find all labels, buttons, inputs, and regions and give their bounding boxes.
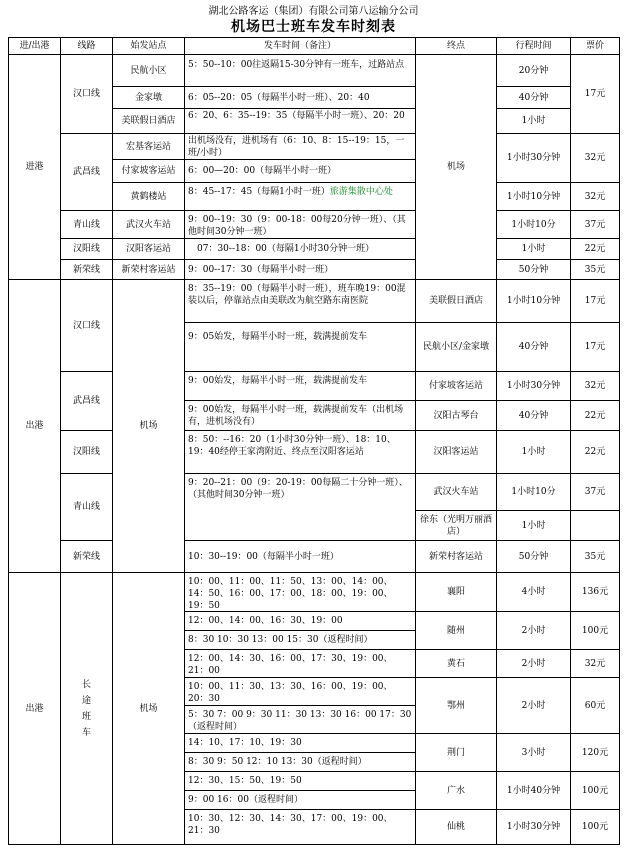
outbound-hanyang-price: 22元 [570, 430, 620, 474]
outbound-hankou-price: 17元 [570, 322, 620, 372]
inbound-line-qingshan: 青山线 [60, 210, 113, 239]
inbound-hanyang-stop: 汉阳客运站 [112, 238, 185, 260]
inbound-wuchang-price: 32元 [570, 133, 620, 183]
outbound-wuchang-time: 9：00始发，每隔半小时一班，载满提前发车 [184, 371, 416, 401]
longdistance-destination: 随州 [415, 611, 497, 650]
longdistance-destination: 仙桃 [415, 809, 497, 845]
inbound-hankou-price: 17元 [570, 54, 620, 134]
inbound-hankou-stop: 民航小区 [112, 54, 185, 87]
col-header-destination: 终点 [415, 37, 497, 55]
outbound-wuchang-destination: 付家坡客运站 [415, 371, 497, 401]
outbound-qingshan-destination: 武汉火车站 [415, 473, 497, 511]
company-name: 湖北公路客运（集团）有限公司第八运输分公司 [208, 6, 419, 17]
inbound-hanyang-time: 07：30--18：00（每隔1小时30分钟一班） [184, 238, 416, 260]
outbound-wuchang-duration: 40分钟 [496, 400, 571, 431]
inbound-hanyang-duration: 1小时 [496, 238, 571, 260]
longdistance-duration: 3小时 [496, 733, 571, 772]
longdistance-duration: 1小时40分钟 [496, 771, 571, 810]
outbound-line-hanyang: 汉阳线 [60, 430, 113, 474]
section-outbound-longdistance: 出港 [8, 572, 61, 845]
col-header-direction: 进/出港 [8, 37, 61, 55]
inbound-hankou-stop: 美联假日酒店 [112, 108, 185, 134]
longdistance-duration: 2小时 [496, 611, 571, 650]
inbound-xinrong-duration: 50分钟 [496, 259, 571, 280]
outbound-hankou-price: 17元 [570, 279, 620, 323]
outbound-hankou-duration: 40分钟 [496, 322, 571, 372]
outbound-line-hankou: 汉口线 [60, 279, 113, 372]
longdistance-price: 32元 [570, 649, 620, 678]
inbound-wuchang-stop: 黄鹤楼站 [112, 182, 185, 211]
longdistance-return-time: 8：30 9：50 12：10 13：30（返程时间） [184, 752, 416, 772]
inbound-line-wuchang: 武昌线 [60, 133, 113, 211]
section-outbound: 出港 [8, 279, 61, 573]
longdistance-price: 100元 [570, 771, 620, 810]
longdistance-destination: 荆门 [415, 733, 497, 772]
longdistance-duration: 4小时 [496, 572, 571, 612]
inbound-wuchang-stop: 宏基客运站 [112, 133, 185, 160]
outbound-xinrong-duration: 50分钟 [496, 540, 571, 573]
longdistance-price: 120元 [570, 733, 620, 772]
inbound-wuchang-stop: 付家坡客运站 [112, 159, 185, 183]
outbound-line-xinrong: 新荣线 [60, 540, 113, 573]
longdistance-time: 12：00、14：30、16：00、17：30、19：00、21：00 [184, 649, 416, 678]
longdistance-time: 14：10、17：10、19：30 [184, 733, 416, 753]
longdistance-time: 10：30、12：30、14：30、17：00、19：00、21：30 [184, 809, 416, 845]
longdistance-origin-airport: 机场 [112, 572, 185, 845]
inbound-wuchang-duration: 1小时30分钟 [496, 133, 571, 183]
inbound-qingshan-stop: 武汉火车站 [112, 210, 185, 239]
outbound-wuchang-price: 22元 [570, 400, 620, 431]
inbound-line-hanyang: 汉阳线 [60, 238, 113, 260]
inbound-hanyang-price: 22元 [570, 238, 620, 260]
inbound-wuchang-time: 出机场没有，进机场有（6：10、8：15--19：15，一班/小时） [184, 133, 416, 160]
longdistance-price: 60元 [570, 677, 620, 734]
outbound-qingshan-price: 37元 [570, 473, 620, 511]
inbound-xinrong-time: 9：00--17：30（每隔半小时一班） [184, 259, 416, 280]
longdistance-destination: 广水 [415, 771, 497, 810]
inbound-wuchang-duration: 1小时10分钟 [496, 182, 571, 211]
longdistance-time: 10：00、11：30、13：30、16：00、19：00、20：30 [184, 677, 416, 706]
outbound-xinrong-destination: 新荣村客运站 [415, 540, 497, 573]
inbound-hankou-time: 6：05--20：05（每隔半小时一班）、20：40 [184, 86, 416, 109]
longdistance-return-time: 5：30 7：00 9：30 11：30 13：30 16：00 17：30（返程时间） [184, 705, 416, 734]
outbound-wuchang-time: 9：00始发，每隔半小时一班，载满提前发车（出机场有，进机场没有） [184, 400, 416, 431]
outbound-hankou-destination: 民航小区/金家墩 [415, 322, 497, 372]
longdistance-line-label: 长途班车 [81, 679, 91, 738]
longdistance-time: 12：00、14：00、16：30、19：00 [184, 611, 416, 631]
longdistance-duration: 2小时 [496, 649, 571, 678]
inbound-qingshan-price: 37元 [570, 210, 620, 239]
inbound-wuchang-time [184, 182, 416, 211]
outbound-wuchang-duration: 1小时30分钟 [496, 371, 571, 401]
col-header-line: 线路 [60, 37, 113, 55]
timetable [8, 37, 620, 845]
outbound-hanyang-duration: 1小时 [496, 430, 571, 474]
outbound-qingshan-time: 9：20--21：00（9：20-19：00每隔二十分钟一班）、（其他时间30分钟一班） [184, 473, 416, 541]
inbound-xinrong-price: 35元 [570, 259, 620, 280]
inbound-hankou-duration: 20分钟 [496, 54, 571, 87]
inbound-wuchang-price: 32元 [570, 182, 620, 211]
longdistance-destination: 黄石 [415, 649, 497, 678]
col-header-price: 票价 [570, 37, 620, 55]
section-inbound: 进港 [8, 54, 61, 280]
outbound-line-wuchang: 武昌线 [60, 371, 113, 431]
outbound-hankou-destination: 美联假日酒店 [415, 279, 497, 323]
inbound-wuchang-time-text: 8：45--17：45（每隔1小时一班） [188, 187, 330, 197]
outbound-wuchang-price: 32元 [570, 371, 620, 401]
longdistance-destination: 鄂州 [415, 677, 497, 734]
outbound-hankou-time: 8：35--19：00（每隔半小时一班），班车晚19：00混装以后，停靠站点由美联改为航空路东南医院 [184, 279, 416, 323]
outbound-hankou-duration: 1小时10分钟 [496, 279, 571, 323]
outbound-qingshan-destination: 徐东（光明万丽酒店） [415, 510, 497, 541]
longdistance-price: 100元 [570, 611, 620, 650]
inbound-hankou-time: 5：50--10：00往返隔15-30分钟有一班车，过路站点 [184, 54, 416, 87]
longdistance-duration: 1小时30分钟 [496, 809, 571, 845]
inbound-hankou-duration: 40分钟 [496, 86, 571, 109]
longdistance-line [60, 572, 113, 845]
longdistance-duration: 2小时 [496, 677, 571, 734]
inbound-line-xinrong: 新荣线 [60, 259, 113, 280]
outbound-xinrong-price: 35元 [570, 540, 620, 573]
inbound-qingshan-time: 9：00--19：30（9：00-18：00每20分钟一班）、（其他时间30分钟一班） [184, 210, 416, 239]
outbound-wuchang-destination: 汉阳古琴台 [415, 400, 497, 431]
outbound-qingshan-price [570, 510, 620, 541]
longdistance-time: 12：30、15：50、19：50 [184, 771, 416, 791]
longdistance-return-time: 9：00 16：00（返程时间） [184, 790, 416, 810]
inbound-wuchang-note: 旅游集散中心处 [329, 187, 393, 197]
outbound-origin-airport: 机场 [112, 279, 185, 573]
inbound-destination-airport: 机场 [415, 54, 497, 280]
col-header-time: 发车时间（备注） [184, 37, 416, 55]
outbound-hankou-time: 9：05始发，每隔半小时一班，载满提前发车 [184, 322, 416, 372]
longdistance-return-time: 8：30 10：30 13：00 15：30（返程时间） [184, 630, 416, 650]
outbound-qingshan-duration: 1小时10分 [496, 473, 571, 511]
inbound-xinrong-stop: 新荣村客运站 [112, 259, 185, 280]
longdistance-time: 10：00、11：00、11：50、13：00、14：00、14：50、16：00、17：00、18：00、19：00、19：50 [184, 572, 416, 612]
outbound-hanyang-destination: 汉阳客运站 [415, 430, 497, 474]
inbound-line-hankou: 汉口线 [60, 54, 113, 134]
inbound-hankou-time: 6：20、6：35--19：35（每隔半小时一班）、20：20 [184, 108, 416, 134]
page-title: 机场巴士班车发车时刻表 [231, 19, 396, 35]
inbound-wuchang-time: 6：00—20：00（每隔半小时一班） [184, 159, 416, 183]
col-header-duration: 行程时间 [496, 37, 571, 55]
outbound-xinrong-time: 10：30--19：00（每隔半小时一班） [184, 540, 416, 573]
inbound-qingshan-duration: 1小时10分 [496, 210, 571, 239]
outbound-line-qingshan: 青山线 [60, 473, 113, 541]
inbound-hankou-stop: 金家墩 [112, 86, 185, 109]
inbound-hankou-duration: 1小时 [496, 108, 571, 134]
longdistance-destination: 襄阳 [415, 572, 497, 612]
outbound-qingshan-duration: 1小时 [496, 510, 571, 541]
col-header-origin: 始发站点 [112, 37, 185, 55]
longdistance-price: 136元 [570, 572, 620, 612]
longdistance-price: 100元 [570, 809, 620, 845]
outbound-hanyang-time: 8：50：--16：20（1小时30分钟一班）、18：10、19：40经停王家湾附近、终点至汉阳客运站 [184, 430, 416, 474]
